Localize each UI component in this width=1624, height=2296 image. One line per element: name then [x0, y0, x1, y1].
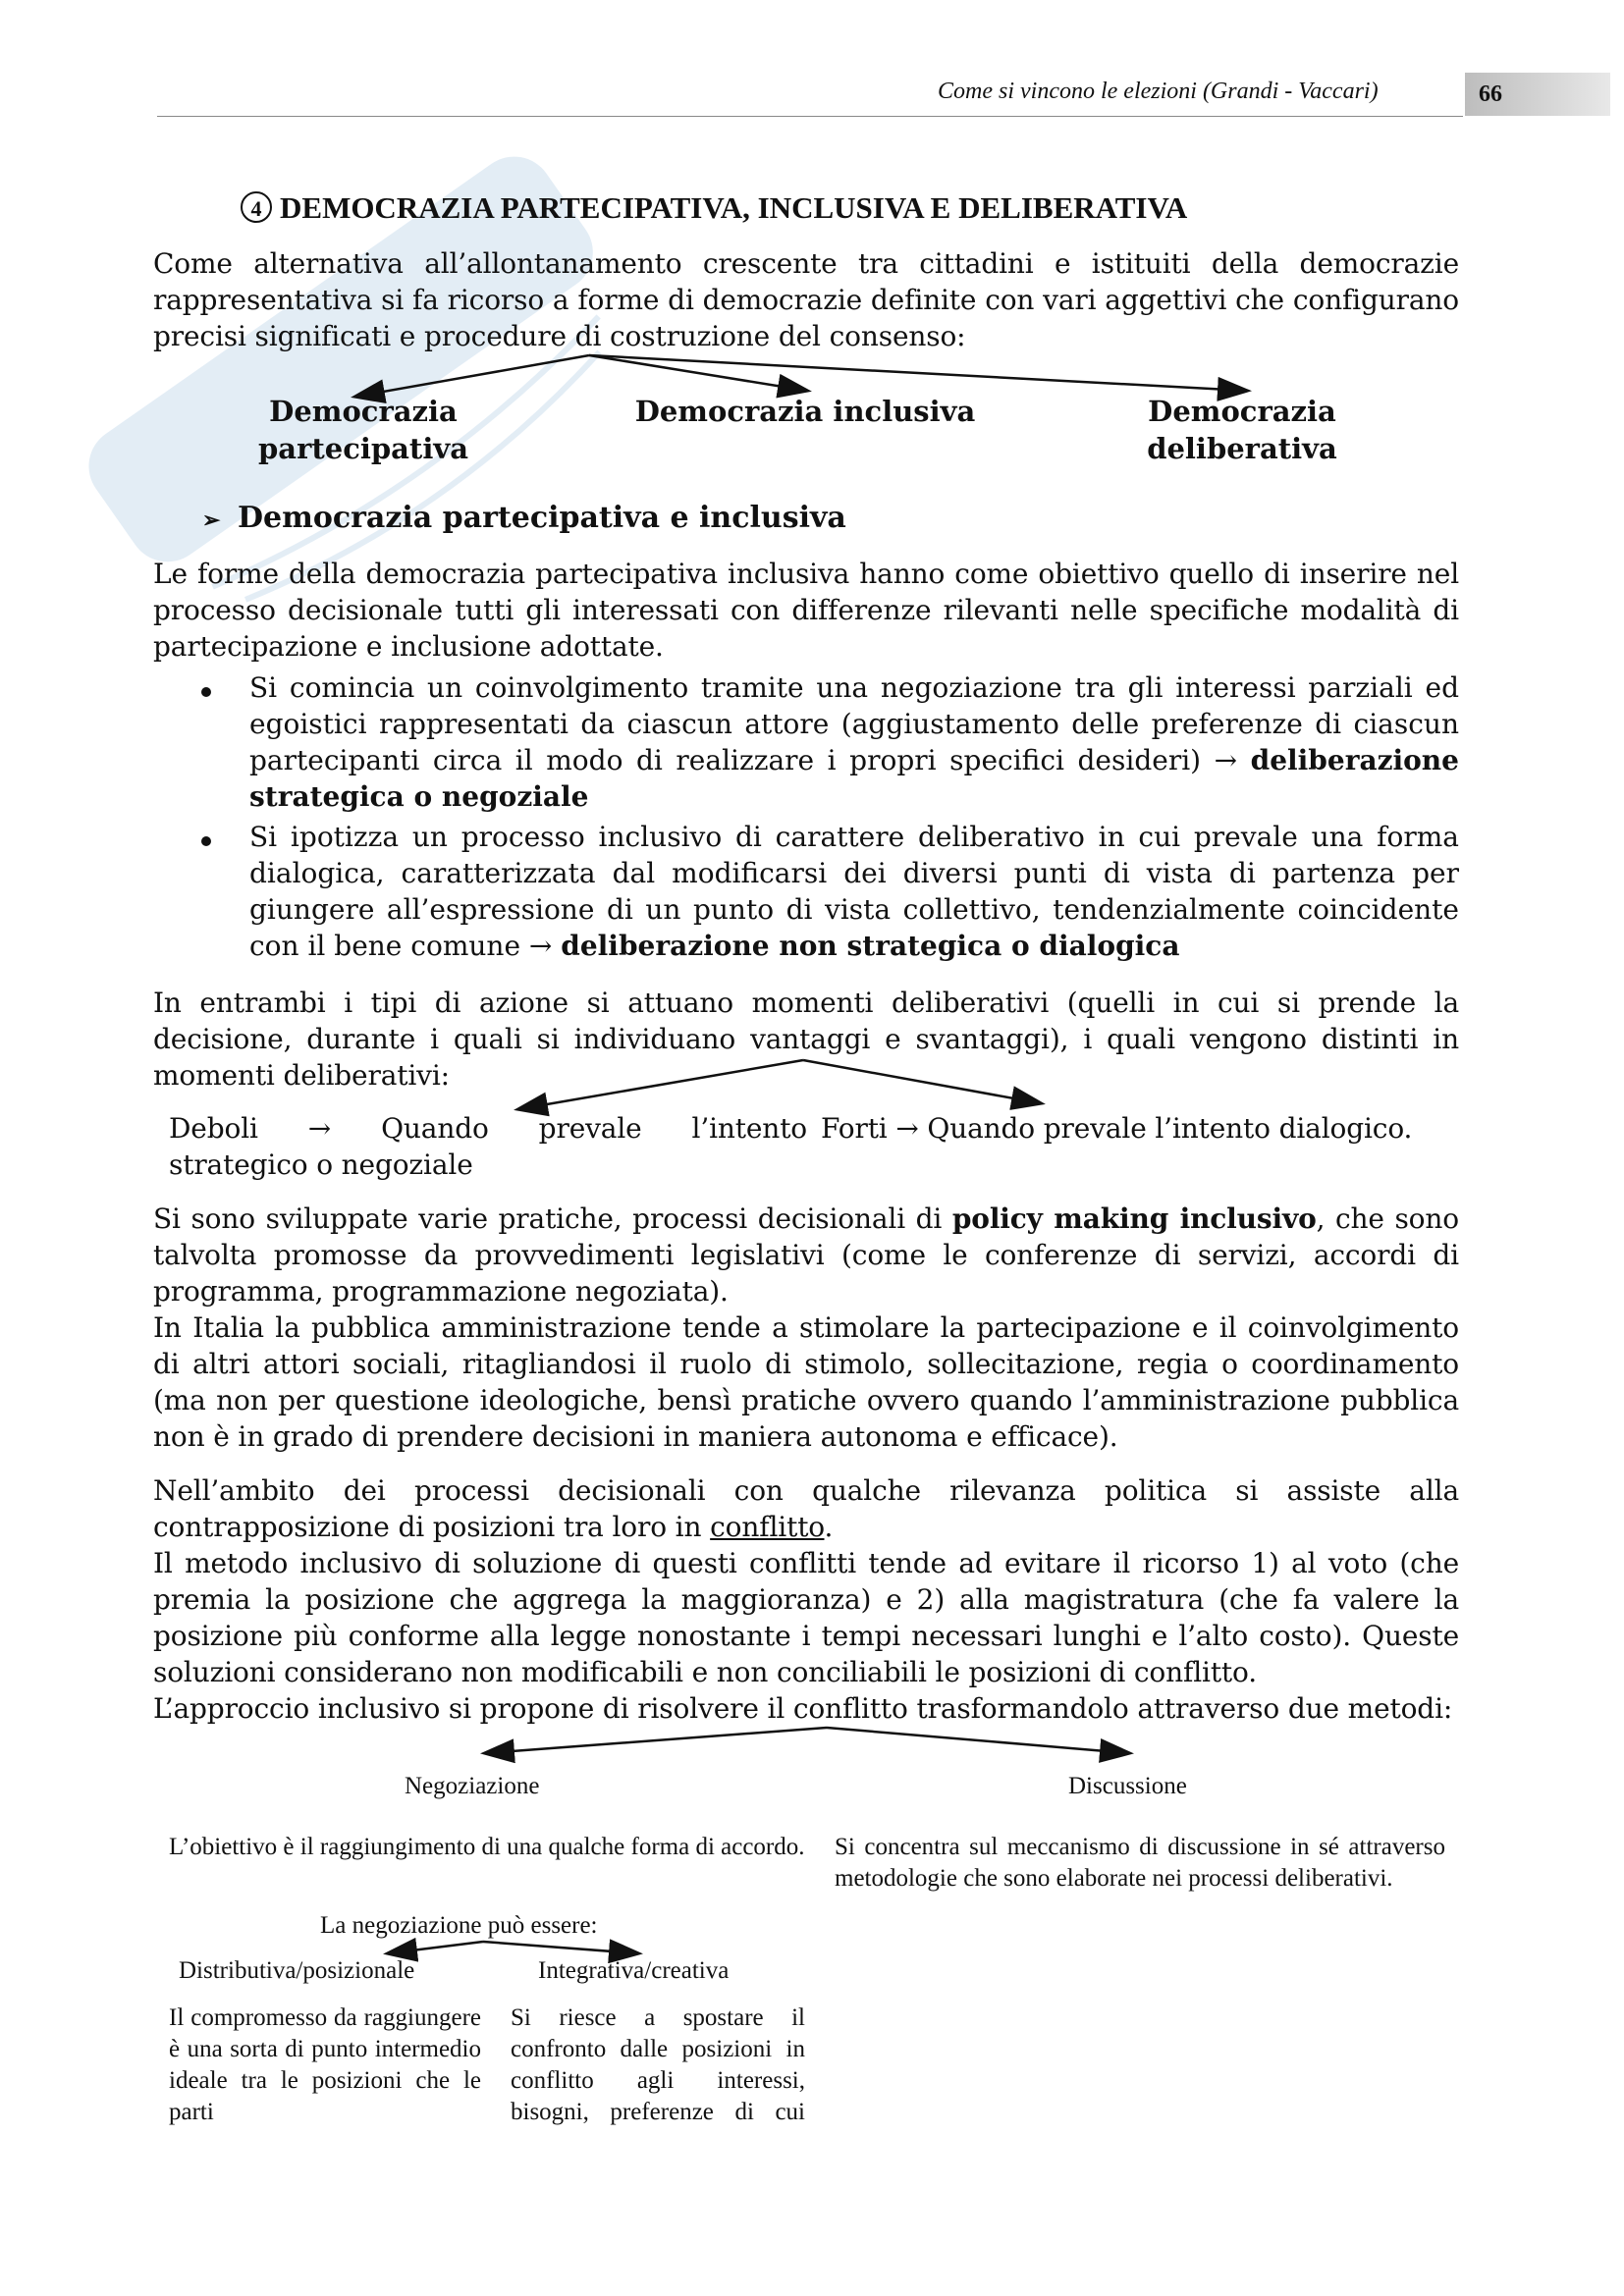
bullet-1-bold: deliberazione strategica o negoziale — [249, 744, 1459, 813]
arrow-to-deliberativa — [589, 355, 1247, 391]
weak-moments-line2: strategico o negoziale — [169, 1148, 473, 1181]
bullet-2-text: Si ipotizza un processo inclusivo di carattere deliberativo in cui prevale una forma dialogica, caratterizzata dal modificarsi dei diversi punti di vista di partenza per giungere all’espressione di un punto di vista collettivo, tendenzialmente coincidente con il bene comune → — [249, 821, 1459, 962]
page-number: 66 — [1465, 73, 1610, 116]
paragraph-5-underlined: conflitto — [710, 1511, 825, 1543]
type-partecipativa-line2: partecipativa — [258, 432, 468, 465]
arrow-to-discussion — [827, 1728, 1129, 1753]
subheading — [202, 501, 846, 535]
type-inclusiva: Democrazia inclusiva — [634, 395, 976, 428]
type-deliberativa-line2: deliberativa — [1147, 432, 1337, 465]
bullet-1-text: Si comincia un coinvolgimento tramite una negoziazione tra gli interessi parziali ed egoistici rappresentati da ciascun attore (aggiustamento delle preferenze di ciascun partecipanti circa il modo di realizzare i propri specifici desideri) → — [249, 671, 1459, 776]
method-discussion-label: Discussione — [1068, 1773, 1187, 1799]
integrative-label: Integrativa/creativa — [538, 1957, 730, 1984]
paragraph-5-post: . — [824, 1511, 834, 1543]
paragraph-7: L’approccio inclusivo si propone di risolvere il conflitto trasformandolo attraverso due metodi: — [153, 1692, 1453, 1725]
type-deliberativa — [1119, 393, 1365, 467]
discussion-description: Si concentra sul meccanismo di discussione in sé attraverso metodologie che sono elaborate nei processi deliberativi. — [835, 1834, 1445, 1892]
bullet-dot-icon — [201, 836, 211, 846]
negotiation-description: L’obiettivo è il raggiungimento di una qualche forma di accordo. — [169, 1834, 805, 1860]
paragraph-3-pre: Si sono sviluppate varie pratiche, processi decisionali di — [153, 1202, 943, 1235]
type-partecipativa-line1: Democrazia — [269, 395, 458, 428]
bullet-2 — [249, 819, 1459, 964]
negotiation-can-be: La negoziazione può essere: — [320, 1912, 598, 1939]
distributive-label: Distributiva/posizionale — [179, 1957, 415, 1984]
paragraph-5-pre: Nell’ambito dei processi decisionali con qualche rilevanza politica si assiste alla contrapposizione di posizioni tra loro in — [153, 1474, 1459, 1543]
method-negotiation-label: Negoziazione — [405, 1773, 540, 1799]
integrative-description: Si riesce a spostare il confronto dalle posizioni in conflitto agli interessi, bisogni, preferenze di cui — [511, 2004, 805, 2125]
bullet-2-bold: deliberazione non strategica o dialogica — [561, 930, 1180, 962]
running-header-title: Come si vincono le elezioni (Grandi - Vaccari) — [938, 79, 1379, 104]
type-deliberativa-line1: Democrazia — [1148, 395, 1336, 428]
section-title — [241, 190, 1419, 226]
paragraph-6: Il metodo inclusivo di soluzione di questi conflitti tende ad evitare il ricorso 1) al voto (che premia la posizione che aggrega la maggioranza) e 2) alla magistratura (che fa valere la posizione più conforme alla legge nonostante i tempi necessari lunghi e l’alto costo). Queste soluzioni considerano non modificabili e non conciliabili le posizioni di conflitto. — [153, 1547, 1459, 1688]
strong-moments: Forti → Quando prevale l’intento dialogico. — [821, 1112, 1413, 1145]
subheading-text: Democrazia partecipativa e inclusiva — [238, 501, 846, 535]
weak-moments-line1: Deboli → Quando prevale l’intento — [169, 1112, 807, 1145]
paragraph-3-post: , che sono talvolta promosse da provvedimenti legislativi (come le conferenze di servizi, accordi di programma, programmazione negoziata). — [153, 1202, 1459, 1308]
weak-moments — [169, 1110, 807, 1183]
paragraph-2: In entrambi i tipi di azione si attuano momenti deliberativi (quelli in cui si prende la decisione, durante i quali si individuano vantaggi e svantaggi), i quali vengono distinti in momenti deliberativi: — [153, 987, 1459, 1092]
header-rule — [157, 116, 1463, 117]
arrow-to-negotiation — [485, 1728, 827, 1753]
paragraph-3 — [153, 1201, 1459, 1309]
arrow-to-integrative — [483, 1942, 638, 1953]
section-title-text: DEMOCRAZIA PARTECIPATIVA, INCLUSIVA E DELIBERATIVA — [280, 190, 1188, 225]
arrowhead-bullet-icon: ➢ — [202, 507, 221, 533]
paragraph-3-bold: policy making inclusivo — [951, 1202, 1317, 1235]
type-partecipativa — [236, 393, 491, 467]
paragraph-1: Le forme della democrazia partecipativa inclusiva hanno come obiettivo quello di inserire nel processo decisionale tutti gli interessati con differenze rilevanti nelle specifiche modalità di partecipazione e inclusione adottate. — [153, 558, 1459, 663]
paragraph-4: In Italia la pubblica amministrazione tende a stimolare la partecipazione e il coinvolgimento di altri attori sociali, ritagliandosi il ruolo di stimolo, sollecitazione, regia o coordinamento (ma non per questione ideologiche, bensì pratiche ovvero quando l’amministrazione pubblica non è in grado di prendere decisioni in maniera autonoma e efficace). — [153, 1311, 1459, 1453]
bullet-1 — [249, 669, 1459, 815]
distributive-description: Il compromesso da raggiungere è una sorta di punto intermedio ideale tra le posizioni che le parti — [169, 2004, 481, 2125]
paragraph-5 — [153, 1472, 1459, 1545]
bullet-dot-icon — [201, 687, 211, 697]
intro-paragraph: Come alternativa all’allontanamento crescente tra cittadini e istituiti della democrazie rappresentativa si fa ricorso a forme di democrazie definite con vari aggettivi che configurano precisi significati e procedure di costruzione del consenso: — [153, 247, 1459, 352]
arrow-to-distributive — [388, 1942, 483, 1953]
section-number-circle: 4 — [241, 191, 272, 223]
